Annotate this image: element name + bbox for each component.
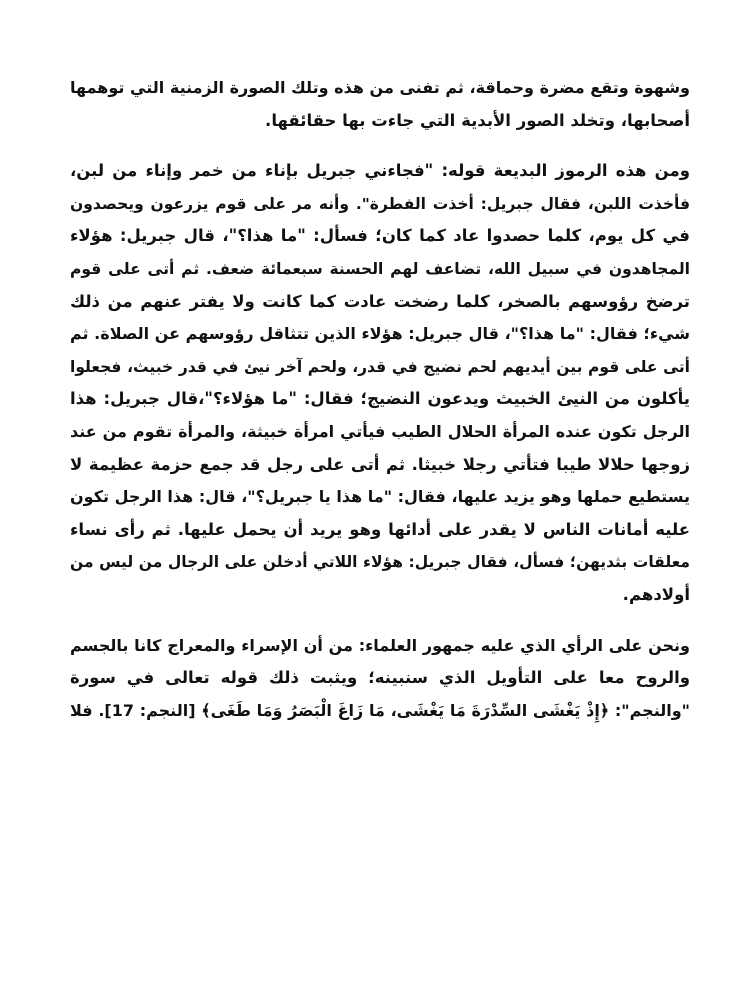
text-line: زوجها حلالا طيبا فتأتي رجلا خبيثا. ثم أتى على رجل قد جمع حزمة عظيمة لا bbox=[70, 454, 690, 474]
paragraph-gap bbox=[70, 612, 690, 630]
text-line: المجاهدون في سبيل الله، تضاعف لهم الحسنة سبعمائة ضعف. ثم أتى على قوم bbox=[70, 259, 690, 278]
text-line: شيء؛ فقال: "ما هذا؟"، قال جبريل: هؤلاء الذين تتثاقل رؤوسهم عن الصلاة. ثم bbox=[70, 324, 690, 344]
text-line: يستطيع حملها وهو يزيد عليها، فقال: "ما هذا يا جبريل؟"، قال: هذا الرجل تكون bbox=[70, 487, 690, 507]
text-line: يأكلون من النيئ الخبيث ويدعون النضيج؛ فقال: "ما هؤلاء؟"،قال جبريل: هذا bbox=[70, 389, 690, 409]
text-line: أولادهم. bbox=[622, 584, 690, 604]
text-line: أتى على قوم بين أيديهم لحم نضيج في قدر، ولحم آخر نيئ في قدر خبيث، فجعلوا bbox=[70, 357, 690, 376]
text-line: ونحن على الرأي الذي عليه جمهور العلماء: من أن الإسراء والمعراج كانا بالجسم bbox=[70, 635, 690, 655]
text-line: فأخذت اللبن، فقال جبريل: أخذت الفطرة". وأنه مر على قوم يزرعون ويحصدون bbox=[70, 194, 690, 213]
text-line: "والنجم": ﴿إِذْ يَغْشَى السِّدْرَةَ مَا يَغْشَى، مَا زَاغَ الْبَصَرُ وَمَا طَغَى﴾ [النجم: 17]. فلا bbox=[70, 700, 691, 720]
page-body bbox=[70, 72, 690, 727]
paragraph-1 bbox=[70, 72, 690, 137]
paragraph-gap bbox=[70, 137, 690, 155]
text-line: وشهوة وتقع مضرة وحماقة، ثم تفنى من هذه وتلك الصورة الزمنية التي توهمها bbox=[70, 78, 690, 97]
text-line: ترضخ رؤوسهم بالصخر، كلما رضخت عادت كما كانت ولا يفتر عنهم من ذلك bbox=[70, 291, 690, 311]
paragraph-2 bbox=[70, 155, 690, 611]
text-line: في كل يوم، كلما حصدوا عاد كما كان؛ فسأل: "ما هذا؟"، قال جبريل: هؤلاء bbox=[70, 226, 690, 246]
text-line: معلقات بثديهن؛ فسأل، فقال جبريل: هؤلاء اللاتي أدخلن على الرجال من ليس من bbox=[70, 553, 690, 572]
text-line: والروح معا على التأويل الذي سنبينه؛ ويثبت ذلك قوله تعالى في سورة bbox=[70, 668, 690, 688]
text-line: الرجل تكون عنده المرأة الحلال الطيب فيأتي امرأة خبيثة، والمرأة تقوم من عند bbox=[70, 421, 690, 441]
text-line: عليه أمانات الناس لا يقدر على أدائها وهو يريد أن يحمل عليها. ثم رأى نساء bbox=[70, 519, 690, 539]
paragraph-3 bbox=[70, 630, 690, 728]
text-line: أصحابها، وتخلد الصور الأبدية التي جاءت بها حقائقها. bbox=[265, 110, 690, 130]
text-line: ومن هذه الرموز البديعة قوله: "فجاءني جبريل بإناء من خمر وإناء من لبن، bbox=[70, 161, 690, 181]
